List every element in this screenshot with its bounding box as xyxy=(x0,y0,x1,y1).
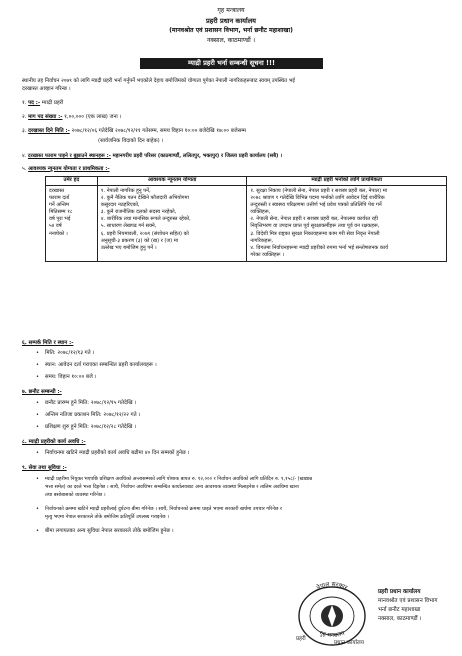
benefits-allowance-2: भत्ता समेत) का दरले भत्ता दिइनेछ । साथै, निर्वाचन अवधिभर सम्बन्धित कार्यालयबाट अन्य आवश्यक व्यवस्था मिलाइनेछ र तालिम अवधिमा खाना xyxy=(45,484,299,490)
bullet-icon: • xyxy=(36,350,39,356)
item-qualification-heading: ५. आवश्यक न्यूनतम योग्यता र प्राथमिकता :- xyxy=(22,166,110,172)
age-limit-cell: दरखास्त फाराम दर्ता गर्ने अन्तिम मितिसम्म १८ वर्ष पूरा भई ५४ वर्ष ननाघेको । xyxy=(46,186,98,262)
selection-heading: ७. छनौट सम्बन्धी :- xyxy=(22,389,62,395)
office-location: नक्साल, काठमाण्डौं । xyxy=(206,37,256,44)
signoff-office: प्रहरी प्रधान कार्यालय xyxy=(378,589,421,595)
signoff-section: भर्ना छनौट महाशाखा xyxy=(378,607,421,613)
header-age-limit: उमेर हद xyxy=(46,177,98,186)
bullet-icon: • xyxy=(36,412,39,418)
ministry-name: गृह मन्त्रालय xyxy=(217,7,245,14)
benefits-other: बीमा लगायतका अन्य सुविधा नेपाल सरकारले तोके बमोजिम हुनेछ । xyxy=(45,528,174,534)
benefits-allowance-3: तथा बसोबासको व्यवस्था गरिनेछ । xyxy=(45,492,106,498)
benefits-insurance-2: मृत्यु भएमा नेपाल सरकारले तोके बमोजिम क्षतिपूर्ति उपलब्ध गराइनेछ । xyxy=(45,514,169,520)
bullet-icon: • xyxy=(36,400,39,406)
selection-start-date: छनौट प्रारम्भ हुने मिति: २०७८/१२/१५ गतेदेखि । xyxy=(45,400,137,406)
seal-text-top: नेपाल सरकार xyxy=(315,580,349,592)
benefits-insurance-1: निर्वाचनको क्रममा खटिने म्याद्री प्रहरीलाई दुर्घटना बीमा गरिनेछ । साथै, निर्वाचनको क्रममा घाइते भएमा सरकारी खर्चमा उपचार गरिनेछ र xyxy=(45,506,282,512)
signoff-place: नक्साल, काठमाण्डौं । xyxy=(378,616,422,622)
item-application-date-note: (सार्वजनिक विदाको दिन बाहेक) । xyxy=(98,138,164,144)
seal-text-bottom: गृह मन्त्रालय xyxy=(318,629,346,640)
bullet-icon: • xyxy=(36,424,39,430)
contact-time: समय: विहान १०:०० बजे । xyxy=(45,374,97,380)
item-application-date: ३. दरखास्त दिने मिति :- २०७८/१२/०६ गतेदेखि २०७८/१२/११ गतेसम्म, समय विहान १०:०० बजेदेखि १७:०० बजेसम्म xyxy=(22,128,247,134)
header-priority: म्याद्री प्रहरी भर्नाको लागि प्राथमिकता xyxy=(247,177,447,186)
bullet-icon: • xyxy=(36,506,39,512)
department-name: (मानवश्रोत एवं प्रशासन विभाग, भर्ना छनौट महाशाखा) xyxy=(169,27,293,34)
seal-text-left: प्रहरी xyxy=(296,636,306,642)
contact-place: स्थान: आवेदन दर्ता गराएका सम्बन्धित प्रहरी कार्यालयहरू । xyxy=(45,362,157,368)
result-date: अन्तिम नतिजा प्रकाशन मिति: २०७८/१२/२२ गते । xyxy=(45,412,141,418)
bullet-icon: • xyxy=(36,450,39,456)
seal-text-right: प्रधान कार्यालय xyxy=(334,640,364,646)
signoff-block xyxy=(378,588,438,624)
qualification-cell: १. नेपाली नागरिक हुनु पर्ने, २. कुनै नैतिक पतन देखिने फौजदारी अभियोगमा कसुरदार नठहरिएको, ३. कुनै राजनीतिक दलको सदस्य नरहेको, ४. शारीरिक तथा मानसिक रूपले तन्दुरुस्त रहेको, ५. साधारण लेखपढ गर्न सक्ने, ६. प्रहरी नियमावली, २०७१ (संशोधन सहित) को अनुसूची-३ प्रकरण (३) को (ख) र (ज) मा उल्लेख भए बमोजिम हुनु पर्ने । xyxy=(97,186,247,262)
item-form-location: ४. दरखास्त फाराम पाइने र बुझाउने स्थानहरू :- महानगरीय प्रहरी परिसर (काठमाण्डौं, ललितपुर, भक्तपुर) र जिल्ला प्रहरी कार्यालय (सबै) । xyxy=(22,153,283,159)
bullet-icon: • xyxy=(36,374,39,380)
work-period-heading: ८. म्याद्री प्रहरीको कार्य अवधि :- xyxy=(22,439,86,445)
contact-date: मिति: २०७८/१२/१३ गते । xyxy=(45,350,95,356)
office-name: प्रहरी प्रधान कार्यालय xyxy=(205,17,257,25)
training-date: प्रशिक्षण शुरु हुने मिति: २०७८/१२/२८ गतेदेखि । xyxy=(45,424,137,430)
benefits-allowance-1: म्याद्री प्रहरीमा नियुक्त भएपछि प्रशिक्षण अवधिको अन्त्यसम्मको लागि पोशाक बापत रु. १२,००० र निर्वाचन अवधिको लागि प्रतिदिन रु. १,१५८/- (खाद्यान्न xyxy=(45,476,313,482)
bullet-icon: • xyxy=(36,528,39,534)
intro-line-1: स्थानीय तह निर्वाचन २०७९ को लागि म्याद्री प्रहरी भर्ना गर्नुपर्ने भएकोले देहाय बमोजिमको योग्यता पुगेका नेपाली नागरिकहरूबाट स्वयम् उपस्थित भई xyxy=(22,78,295,84)
benefits-heading: ९. सेवा तथा सुविधा :- xyxy=(22,465,67,471)
header-min-qualification: आवश्यक न्यूनतम योग्यता xyxy=(97,177,247,186)
svg-text:गृह मन्त्रालय xyxy=(318,630,346,640)
notice-title: म्याद्री प्रहरी भर्ना सम्बन्धी सूचना !!! xyxy=(140,58,323,69)
table-row xyxy=(46,186,447,262)
intro-line-2: दरखास्त आव्हान गरिन्छ । xyxy=(22,86,71,92)
official-seal xyxy=(292,578,372,648)
table-header-row xyxy=(46,177,447,186)
item-post-count: २. माग पद संख्या :- १,००,००० (एक लाख) जना । xyxy=(22,114,122,120)
item-post: १. पद :- म्याद्री प्रहरी xyxy=(22,100,64,106)
requirements-table xyxy=(45,176,447,262)
priority-cell: १. सुरक्षा निकाय (नेपाली सेना, नेपाल प्रहरी र सशस्त्र प्रहरी बल, नेपाल) मा २०७८ श्रावण १ गतेदेखि विभिन्न पदमा भर्नाको लागि आवेदन दिई शारीरिक तन्दुरुस्ती र स्वास्थ्य परिक्षणमा उत्तीर्ण भई प्रवेश पत्रको प्रतिलिपि पेश गर्ने व्यक्तिहरू, २. नेपाली सेना, नेपाल प्रहरी र सशस्त्र प्रहरी बल, नेपालमा कार्यरत रही निवृत्तिभरण वा उपदान प्राप्त पूर्व सुरक्षाकर्मीहरू तथा पूर्व वन रक्षकहरू, ३. विदेशी मित्र राष्ट्रका सुरक्षा निकायहरूमा काम गरी सेवा निवृत्त नेपाली नागरिकहरू, ४. विगतमा निर्वाचनहरूमा म्याद्री प्रहरीको रुपमा भर्ना भई सन्तोषजनक कार्य गरेका व्यक्तिहरू । xyxy=(247,186,447,262)
bullet-icon: • xyxy=(36,362,39,368)
bullet-icon: • xyxy=(36,476,39,482)
contact-heading: ६. सम्पर्क मिति र स्थान :- xyxy=(22,340,74,346)
svg-text:नेपाल सरकार xyxy=(315,581,349,592)
signoff-department: मानवश्रोत एवं प्रशासन विभाग xyxy=(378,598,438,604)
work-period-text: निर्वाचनमा खटिने म्याद्री प्रहरीको कार्य अवधि बढीमा ४० दिन सम्मको हुनेछ । xyxy=(45,450,190,456)
